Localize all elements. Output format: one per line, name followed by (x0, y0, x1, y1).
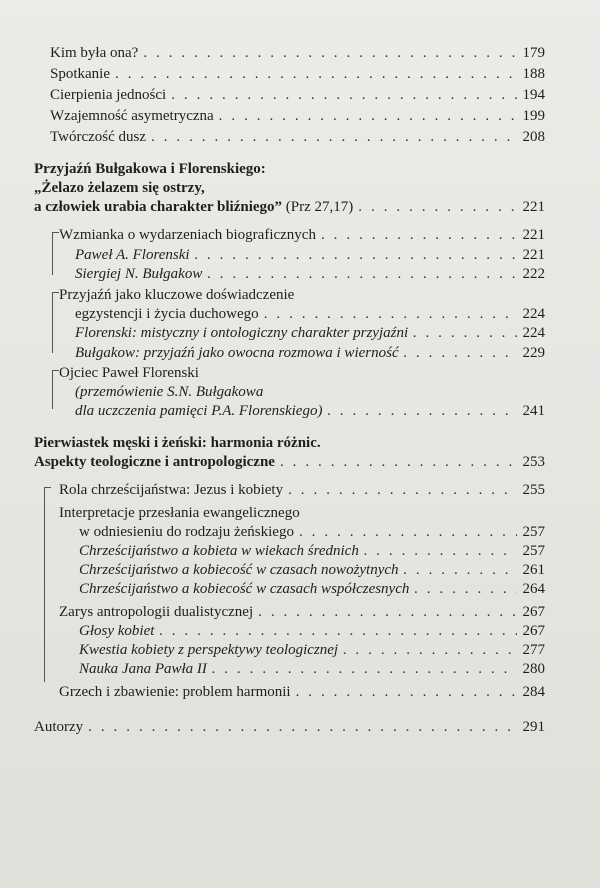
toc-entry-title: Chrześcijaństwo a kobiecość w czasach nowożytnych (79, 562, 399, 578)
leader-dots (171, 86, 516, 104)
toc-entry-page: 241 (522, 403, 545, 419)
section-title-line: a człowiek urabia charakter bliźniego” (34, 199, 283, 215)
toc-entry-title: Cierpienia jedności (50, 87, 167, 103)
toc-entry-title: Bułgakow: przyjaźń jako owocna rozmowa i wierność (75, 345, 399, 361)
leader-dots (404, 561, 517, 579)
toc-entry-page: 188 (522, 66, 545, 82)
toc-entry-page: 199 (522, 108, 545, 124)
leader-dots (88, 718, 516, 736)
toc-entry (50, 128, 545, 146)
leader-dots (404, 344, 517, 362)
leader-dots (219, 107, 517, 125)
toc-entry-title: Rola chrześcijaństwa: Jezus i kobiety (59, 482, 284, 498)
toc-entry-title: Siergiej N. Bułgakow (75, 266, 203, 282)
leader-dots (321, 226, 517, 244)
group-bracket (52, 232, 59, 275)
toc-entry-page: 253 (522, 454, 545, 470)
toc-entry-title: Kim była ona? (50, 45, 139, 61)
toc-entry-title: Twórczość dusz (50, 129, 146, 145)
group-bracket (44, 487, 51, 682)
toc-entry-page: 224 (522, 306, 545, 322)
leader-dots (195, 246, 517, 264)
toc-entry (50, 107, 545, 125)
toc-entry-title: Grzech i zbawienie: problem harmonii (59, 684, 291, 700)
toc-entry-page: 291 (522, 719, 545, 735)
toc-entry-title-line: Interpretacje przesłania ewangelicznego (59, 505, 300, 521)
leader-dots (143, 44, 516, 62)
toc-entry (59, 683, 545, 701)
toc-entry (79, 622, 545, 640)
toc-entry (79, 561, 545, 579)
toc-entry (59, 603, 545, 621)
toc-entry-title: Głosy kobiet (79, 623, 155, 639)
leader-dots (364, 542, 517, 560)
section-title-entry (34, 198, 545, 216)
toc-entry-title-line: Przyjaźń jako kluczowe doświadczenie (59, 287, 295, 303)
toc-entry-title: Spotkanie (50, 66, 110, 82)
toc-entry (34, 718, 545, 736)
toc-entry-page: 264 (522, 581, 545, 597)
toc-entry (75, 246, 545, 264)
toc-entry-page: 179 (522, 45, 545, 61)
leader-dots (296, 683, 517, 701)
toc-entry-title: Kwestia kobiety z perspektywy teologicznej (79, 642, 339, 658)
leader-dots (414, 580, 516, 598)
group-bracket (52, 370, 59, 409)
toc-entry-page: 257 (522, 543, 545, 559)
leader-dots (327, 402, 516, 420)
toc-entry-title: Wzajemność asymetryczna (50, 108, 214, 124)
toc-entry-page: 255 (522, 482, 545, 498)
toc-entry-page: 257 (522, 524, 545, 540)
toc-entry-page: 267 (522, 604, 545, 620)
leader-dots (358, 198, 516, 216)
toc-entry-title: w odniesieniu do rodzaju żeńskiego (79, 524, 294, 540)
leader-dots (343, 641, 516, 659)
toc-entry-page: 221 (522, 199, 545, 215)
section-title-ref: (Prz 27,17) (285, 199, 354, 215)
section-title-line: Przyjaźń Bułgakowa i Florenskiego: (34, 161, 266, 177)
leader-dots (288, 481, 516, 499)
toc-entry (75, 402, 545, 420)
toc-entry (59, 481, 545, 499)
toc-entry-page: 261 (522, 562, 545, 578)
toc-entry (79, 660, 545, 678)
toc-entry-page: 208 (522, 129, 545, 145)
toc-entry-page: 194 (522, 87, 545, 103)
toc-entry (75, 265, 545, 283)
toc-entry-page: 267 (522, 623, 545, 639)
toc-entry-title: Nauka Jana Pawła II (79, 661, 207, 677)
toc-entry-page: 229 (522, 345, 545, 361)
section-title-line: Aspekty teologiczne i antropologiczne (34, 454, 275, 470)
section-title-entry (34, 453, 545, 471)
toc-entry-page: 224 (522, 325, 545, 341)
leader-dots (207, 265, 516, 283)
toc-entry (59, 226, 545, 244)
toc-entry (75, 344, 545, 362)
leader-dots (151, 128, 517, 146)
toc-entry (75, 324, 545, 342)
leader-dots (159, 622, 516, 640)
leader-dots (258, 603, 516, 621)
toc-entry-title: Chrześcijaństwo a kobiecość w czasach współczesnych (79, 581, 410, 597)
toc-entry (75, 305, 545, 323)
toc-entry (79, 523, 545, 541)
toc-entry-title: egzystencji i życia duchowego (75, 306, 259, 322)
toc-entry-title: dla uczczenia pamięci P.A. Florenskiego) (75, 403, 323, 419)
toc-entry-title-line: (przemówienie S.N. Bułgakowa (75, 384, 264, 400)
toc-entry-page: 222 (522, 266, 545, 282)
section-title-line: Pierwiastek męski i żeński: harmonia różnic. (34, 435, 321, 451)
toc-entry-page: 221 (522, 247, 545, 263)
leader-dots (264, 305, 517, 323)
toc-entry (79, 542, 545, 560)
toc-entry-title: Chrześcijaństwo a kobieta w wiekach średnich (79, 543, 359, 559)
toc-entry (50, 65, 545, 83)
leader-dots (413, 324, 516, 342)
toc-entry-title: Zarys antropologii dualistycznej (59, 604, 254, 620)
section-title-line: „Żelazo żelazem się ostrzy, (34, 180, 205, 196)
leader-dots (212, 660, 517, 678)
toc-entry-title-line: Ojciec Paweł Florenski (59, 365, 199, 381)
toc-entry-page: 221 (522, 227, 545, 243)
group-bracket (52, 292, 59, 353)
toc-entry-page: 277 (522, 642, 545, 658)
toc-entry-title: Wzmianka o wydarzeniach biograficznych (59, 227, 316, 243)
toc-entry-title: Florenski: mistyczny i ontologiczny charakter przyjaźni (75, 325, 409, 341)
toc-entry-page: 280 (522, 661, 545, 677)
leader-dots (280, 453, 517, 471)
toc-entry (50, 44, 545, 62)
leader-dots (299, 523, 517, 541)
toc-entry (79, 641, 545, 659)
toc-entry (50, 86, 545, 104)
toc-entry-title: Paweł A. Florenski (75, 247, 190, 263)
toc-entry-title: Autorzy (34, 719, 84, 735)
leader-dots (115, 65, 517, 83)
toc-entry-page: 284 (522, 684, 545, 700)
toc-entry (79, 580, 545, 598)
